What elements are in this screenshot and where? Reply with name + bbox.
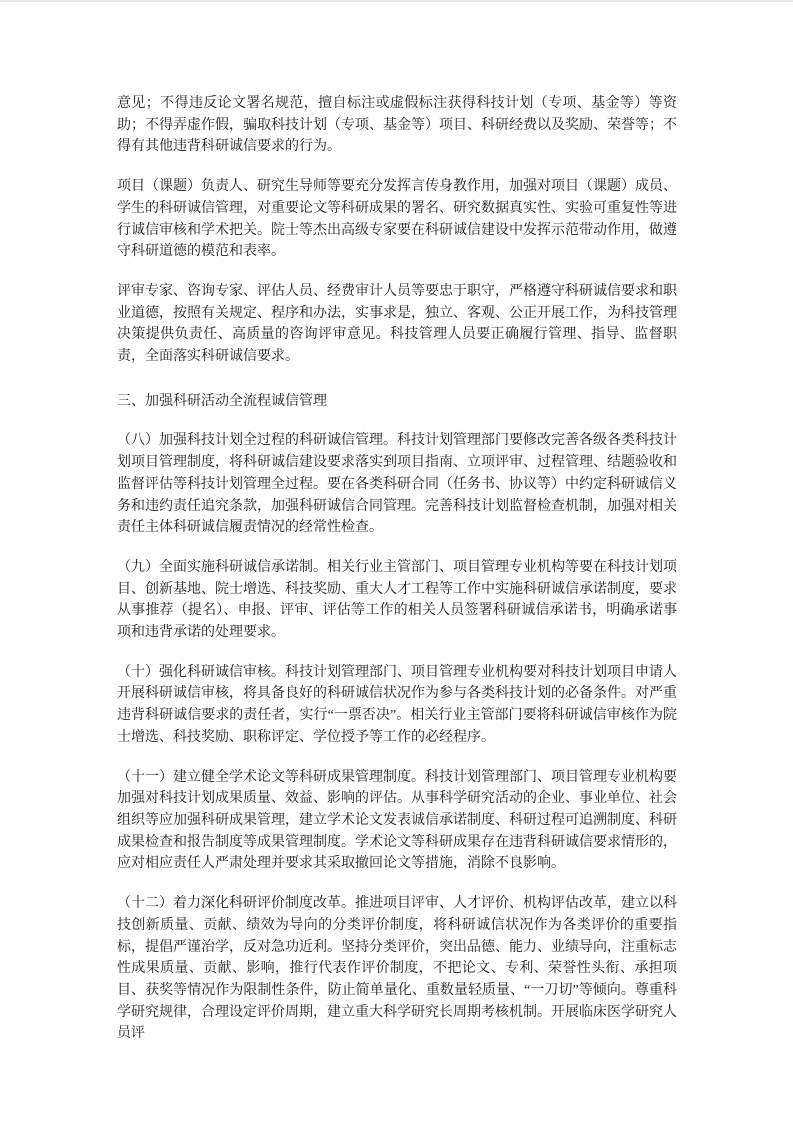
- paragraph: （十二）着力深化科研评价制度改革。推进项目评审、人才评价、机构评估改革，建立以科技创新质量、贡献、绩效为导向的分类评价制度，将科研诚信状况作为各类评价的重要指标，提倡严谨治学，反对急功近利。坚持分类评价，突出品德、能力、业绩导向，注重标志性成果质量、贡献、影响，推行代表作评价制度，不把论文、专利、荣誉性头衔、承担项目、获奖等情况作为限制性条件，防止简单量化、重数量轻质量、“一刀切”等倾向。尊重科学研究规律，合理设定评价周期，建立重大科学研究长周期考核机制。开展临床医学研究人员评: [117, 896, 677, 1042]
- section-heading: 三、加强科研活动全流程诚信管理: [117, 393, 327, 409]
- paragraph: 评审专家、咨询专家、评估人员、经费审计人员等要忠于职守，严格遵守科研诚信要求和职业道德，按照有关规定、程序和办法，实事求是，独立、客观、公正开展工作，为科技管理决策提供负责任、高质量的咨询评审意见。科技管理人员要正确履行管理、指导、监督职责，全面落实科研诚信要求。: [117, 283, 677, 365]
- page-top-edge: [0, 0, 793, 2]
- paragraph: （十一）建立健全学术论文等科研成果管理制度。科技计划管理部门、项目管理专业机构要加强对科技计划成果质量、效益、影响的评估。从事科学研究活动的企业、事业单位、社会组织等应加强科研成果管理，建立学术论文发表诚信承诺制度、科研过程可追溯制度、科研成果检查和报告制度等成果管理制度。学术论文等科研成果存在违背科研诚信要求情形的，应对相应责任人严肃处理并要求其采取撤回论文等措施，消除不良影响。: [117, 769, 677, 872]
- paragraph: （十）强化科研诚信审核。科技计划管理部门、项目管理专业机构要对科技计划项目申请人开展科研诚信审核，将具备良好的科研诚信状况作为参与各类科技计划的必备条件。对严重违背科研诚信要求的责任者，实行“一票否决”。相关行业主管部门要将科研诚信审核作为院士增选、科技奖励、职称评定、学位授予等工作的必经程序。: [117, 664, 677, 745]
- paragraph: 项目（课题）负责人、研究生导师等要充分发挥言传身教作用，加强对项目（课题）成员、学生的科研诚信管理，对重要论文等科研成果的署名、研究数据真实性、实验可重复性等进行诚信审核和学术把关。院士等杰出高级专家要在科研诚信建设中发挥示范带动作用，做遵守科研道德的模范和表率。: [117, 179, 677, 260]
- paragraph: （九）全面实施科研诚信承诺制。相关行业主管部门、项目管理专业机构等要在科技计划项目、创新基地、院士增选、科技奖励、重大人才工程等工作中实施科研诚信承诺制度，要求从事推荐（提名）、申报、评审、评估等工作的相关人员签署科研诚信承诺书，明确承诺事项和违背承诺的处理要求。: [117, 559, 677, 641]
- document-body: [117, 93, 677, 1063]
- paragraph: （八）加强科技计划全过程的科研诚信管理。科技计划管理部门要修改完善各级各类科技计划项目管理制度，将科研诚信建设要求落实到项目指南、立项评审、过程管理、结题验收和监督评估等科技计划管理全过程。要在各类科研合同（任务书、协议等）中约定科研诚信义务和违约责任追究条款，加强科研诚信合同管理。完善科技计划监督检查机制，加强对相关责任主体科研诚信履责情况的经常性检查。: [117, 433, 677, 536]
- paragraph: 意见；不得违反论文署名规范，擅自标注或虚假标注获得科技计划（专项、基金等）等资助；不得弄虚作假，骗取科技计划（专项、基金等）项目、科研经费以及奖励、荣誉等；不得有其他违背科研诚信要求的行为。: [117, 96, 677, 155]
